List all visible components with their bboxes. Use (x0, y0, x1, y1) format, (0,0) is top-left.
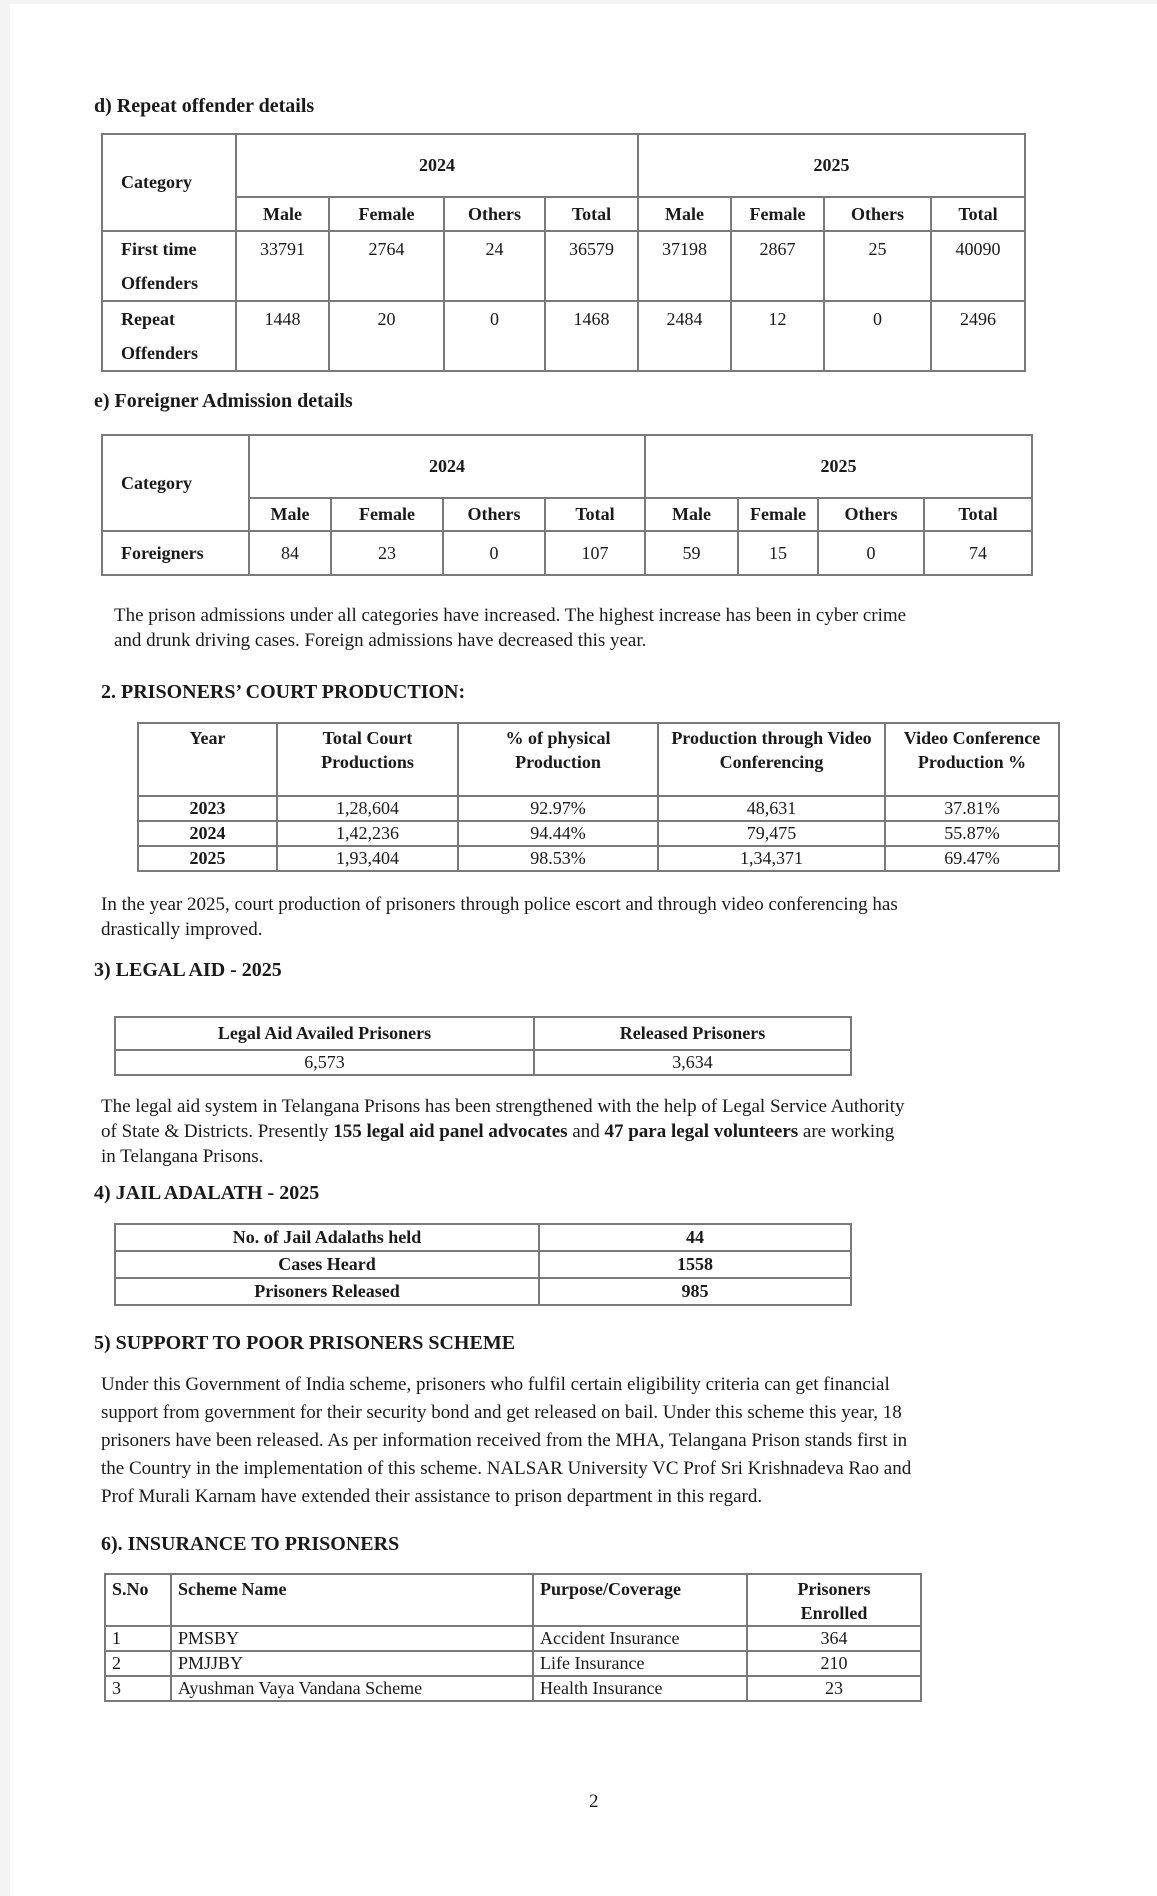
cell: 1 (105, 1626, 171, 1651)
section-heading-jail-adalath: 4) JAIL ADALATH - 2025 (94, 1182, 320, 1204)
cell: 40090 (931, 231, 1025, 301)
table-row (102, 231, 1131, 301)
table-row (115, 1278, 851, 1305)
court-production-note: In the year 2025, court production of prisoners through police escort and through video conferencing has drastically improved. (101, 894, 898, 940)
sub-header: Male (236, 197, 329, 231)
header-scheme-name: Scheme Name (171, 1574, 533, 1626)
cell: 37.81% (885, 796, 1059, 821)
cell: 6,573 (115, 1050, 534, 1075)
cell: 25 (824, 231, 931, 301)
header-released-prisoners: Released Prisoners (534, 1017, 851, 1050)
section-heading-repeat-offender: d) Repeat offender details (94, 95, 315, 117)
cell: Accident Insurance (533, 1626, 747, 1651)
sub-header: Female (738, 498, 818, 531)
table-row (105, 1651, 921, 1676)
section-heading-poor-prisoners: 5) SUPPORT TO POOR PRISONERS SCHEME (94, 1332, 516, 1354)
year-header-2024: 2024 (249, 435, 645, 498)
year-cell: 2025 (138, 846, 277, 871)
cell: 20 (329, 301, 444, 371)
cell: 1558 (539, 1251, 851, 1278)
legal-aid-note: The legal aid system in Telangana Prisons has been strengthened with the help of Legal Service Authority of State & Districts. Presently 155 legal aid panel advocates and 47 para legal volunteers are working in Telangana Prisons. (101, 1096, 905, 1167)
cell: PMSBY (171, 1626, 533, 1651)
cell: 2867 (731, 231, 824, 301)
cell: 0 (818, 531, 924, 575)
header-video-pct: Video Conference Production % (885, 723, 1059, 796)
cell: 12 (731, 301, 824, 371)
row-label: No. of Jail Adalaths held (115, 1224, 539, 1251)
sub-header: Others (443, 498, 545, 531)
row-label: First time Offenders (102, 231, 236, 301)
cell: 0 (444, 301, 545, 371)
section-heading-insurance: 6). INSURANCE TO PRISONERS (101, 1533, 400, 1555)
cell: Life Insurance (533, 1651, 747, 1676)
table-row (102, 301, 1131, 371)
section-heading-foreigner-admission: e) Foreigner Admission details (94, 390, 353, 412)
cell: 3 (105, 1676, 171, 1701)
cell: 1,34,371 (658, 846, 885, 871)
legal-aid-table (114, 1016, 852, 1076)
jail-adalath-table (114, 1223, 852, 1306)
sub-header: Male (638, 197, 731, 231)
header-enrolled: Prisoners Enrolled (747, 1574, 921, 1626)
header-video-conferencing: Production through Video Conferencing (658, 723, 885, 796)
cell: Health Insurance (533, 1676, 747, 1701)
header-year: Year (138, 723, 277, 796)
sub-header: Total (924, 498, 1032, 531)
court-production-table (137, 722, 1060, 872)
sub-header: Total (545, 498, 645, 531)
cell: 1,93,404 (277, 846, 458, 871)
foreigner-note: The prison admissions under all categories have increased. The highest increase has been in cyber crime and drunk driving cases. Foreign admissions have decreased this year. (114, 605, 907, 651)
insurance-table (104, 1573, 922, 1702)
section-heading-legal-aid: 3) LEGAL AID - 2025 (94, 959, 282, 981)
table-row (102, 531, 1152, 575)
year-header-2025: 2025 (645, 435, 1032, 498)
table-row (138, 796, 1059, 821)
cell: 2 (105, 1651, 171, 1676)
cell: 15 (738, 531, 818, 575)
header-purpose: Purpose/Coverage (533, 1574, 747, 1626)
cell: 3,634 (534, 1050, 851, 1075)
cell: 2764 (329, 231, 444, 301)
cell: 107 (545, 531, 645, 575)
year-cell: 2023 (138, 796, 277, 821)
page-number: 2 (589, 1791, 599, 1812)
table-row (115, 1050, 851, 1075)
cell: 59 (645, 531, 738, 575)
poor-prisoners-note: Under this Government of India scheme, prisoners who fulfil certain eligibility criteria can get financial support from government for their security bond and get released on bail. Under this scheme this year, 18 prisoners have been released. As per information received from the MHA, Telangana Prison stands first in the Country in the implementation of this scheme. NALSAR University VC Prof Sri Krishnadeva Rao and Prof Murali Karnam have extended their assistance to prison department in this regard. (101, 1374, 912, 1507)
row-label: Repeat Offenders (102, 301, 236, 371)
year-header-2025: 2025 (638, 134, 1025, 197)
cell: PMJJBY (171, 1651, 533, 1676)
sub-header: Female (731, 197, 824, 231)
cell: 94.44% (458, 821, 658, 846)
row-label: Cases Heard (115, 1251, 539, 1278)
cell: 79,475 (658, 821, 885, 846)
year-header-2024: 2024 (236, 134, 638, 197)
cell: 2484 (638, 301, 731, 371)
row-label: Prisoners Released (115, 1278, 539, 1305)
table-row (105, 1626, 921, 1651)
cell: 0 (443, 531, 545, 575)
sub-header: Male (645, 498, 738, 531)
cell: 33791 (236, 231, 329, 301)
section-heading-court-production: 2. PRISONERS’ COURT PRODUCTION: (101, 681, 466, 703)
cell: 23 (331, 531, 443, 575)
cell: 69.47% (885, 846, 1059, 871)
table-row (138, 821, 1059, 846)
cell: 24 (444, 231, 545, 301)
header-total-court-productions: Total Court Productions (277, 723, 458, 796)
cell: 55.87% (885, 821, 1059, 846)
cell: 985 (539, 1278, 851, 1305)
cell: 1448 (236, 301, 329, 371)
cell: 2496 (931, 301, 1025, 371)
header-sno: S.No (105, 1574, 171, 1626)
cell: 210 (747, 1651, 921, 1676)
cell: 23 (747, 1676, 921, 1701)
cell: 84 (249, 531, 331, 575)
sub-header: Total (931, 197, 1025, 231)
cell: 1468 (545, 301, 638, 371)
cell: 44 (539, 1224, 851, 1251)
foreigner-admission-table (101, 434, 1153, 576)
row-label: Foreigners (102, 531, 249, 575)
sub-header: Female (331, 498, 443, 531)
cell: 0 (824, 301, 931, 371)
cell: 1,42,236 (277, 821, 458, 846)
sub-header: Others (444, 197, 545, 231)
cell: 74 (924, 531, 1032, 575)
sub-header: Female (329, 197, 444, 231)
cell: 48,631 (658, 796, 885, 821)
table-row (105, 1676, 921, 1701)
cell: 1,28,604 (277, 796, 458, 821)
cell: 36579 (545, 231, 638, 301)
cell: 92.97% (458, 796, 658, 821)
table-row (115, 1251, 851, 1278)
sub-header: Total (545, 197, 638, 231)
header-physical-pct: % of physical Production (458, 723, 658, 796)
category-header: Category (102, 134, 236, 231)
table-row (138, 846, 1059, 871)
sub-header: Others (818, 498, 924, 531)
repeat-offender-table (101, 133, 1132, 372)
table-row (115, 1224, 851, 1251)
header-legal-aid-availed: Legal Aid Availed Prisoners (115, 1017, 534, 1050)
cell: Ayushman Vaya Vandana Scheme (171, 1676, 533, 1701)
sub-header: Others (824, 197, 931, 231)
cell: 98.53% (458, 846, 658, 871)
year-cell: 2024 (138, 821, 277, 846)
cell: 364 (747, 1626, 921, 1651)
cell: 37198 (638, 231, 731, 301)
sub-header: Male (249, 498, 331, 531)
category-header: Category (102, 435, 249, 531)
